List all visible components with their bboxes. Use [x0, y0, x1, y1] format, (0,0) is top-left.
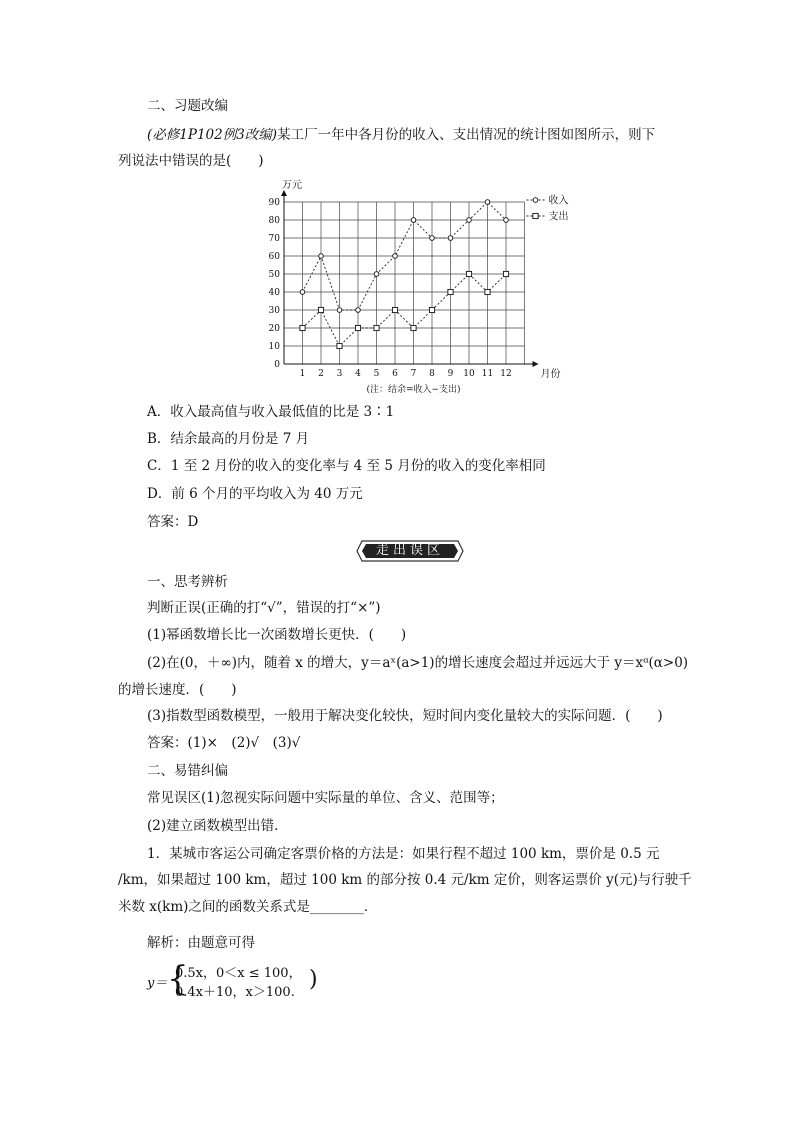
y-tick-label: 50 [268, 270, 280, 280]
x-tick-label: 11 [481, 369, 494, 379]
expense-point [429, 307, 434, 312]
income-point [448, 236, 453, 241]
y-tick-label: 90 [268, 198, 280, 208]
income-point [467, 218, 472, 223]
x-axis-unit-label: 月份 [540, 369, 561, 380]
expense-point [337, 343, 342, 348]
income-point [485, 200, 490, 205]
section-banner [356, 540, 464, 562]
expense-point [503, 271, 508, 276]
error-line-2: (2)建立函数模型出错． [147, 818, 288, 834]
x-tick-label: 4 [355, 369, 361, 379]
y-tick-label: 0 [274, 360, 280, 370]
y-tick-label: 80 [268, 216, 280, 226]
expense-point [374, 325, 379, 330]
judge-item-3: (3)指数型函数模型，一般用于解决变化较快，短时间内变化量较大的实际问题．( ) [147, 708, 663, 724]
x-axis-arrow [533, 361, 539, 367]
legend-marker-expense [533, 213, 538, 218]
expense-point [355, 325, 360, 330]
legend-label: 收入 [548, 195, 569, 207]
income-point [393, 254, 398, 259]
y-tick-label: 30 [268, 306, 280, 316]
income-point [411, 218, 416, 223]
expense-point [448, 289, 453, 294]
section-heading-thinking: 一、思考辨析 [147, 574, 228, 590]
judge-item-2-cont: 的增长速度．( ) [118, 682, 237, 698]
x-tick-label: 6 [392, 369, 398, 379]
x-tick-label: 9 [447, 369, 454, 379]
expense-point [300, 325, 305, 330]
income-point [356, 308, 361, 313]
question-line-2: 列说法中错误的是( ) [118, 153, 264, 169]
y-axis-unit-label: 万元 [282, 180, 302, 191]
section-heading-errors: 二、易错纠偏 [147, 763, 228, 779]
answer-2: 答案：(1)× (2)√ (3)√ [147, 735, 301, 751]
error-line-1: 常见误区(1)忽视实际问题中实际量的单位、含义、范围等； [147, 790, 504, 806]
analysis-label: 解析：由题意可得 [147, 935, 255, 951]
x-tick-label: 1 [299, 369, 306, 379]
y-tick-label: 40 [268, 288, 280, 298]
x-tick-label: 3 [336, 369, 343, 379]
chart-note: (注：结余=收入−支出) [366, 385, 461, 395]
x-tick-label: 5 [373, 369, 380, 379]
x-tick-label: 7 [410, 369, 417, 379]
judge-item-1: (1)幂函数增长比一次函数增长更快．( ) [147, 627, 407, 643]
expense-point [411, 325, 416, 330]
section-heading-exercise: 二、习题改编 [147, 98, 228, 114]
option-c: C．1 至 2 月份的收入的变化率与 4 至 5 月份的收入的变化率相同 [147, 458, 546, 474]
formula-case-2: 0.4x＋10，x＞100. [175, 985, 295, 1000]
y-tick-label: 10 [268, 342, 280, 352]
answer-1: 答案：D [147, 514, 199, 530]
expense-point [466, 271, 471, 276]
income-point [374, 272, 379, 277]
income-point [319, 254, 324, 259]
judge-item-2: (2)在(0，＋∞)内，随着 x 的增大，y＝aˣ(a>1)的增长速度会超过并远远大于 y＝xᵅ(α>0) [147, 655, 689, 671]
banner-title: 走出误区 [375, 543, 444, 558]
formula-left-brace: { [167, 959, 189, 999]
option-d: D．前 6 个月的平均收入为 40 万元 [147, 486, 363, 502]
judge-intro: 判断正误(正确的打“√”，错误的打“×”) [147, 600, 381, 616]
option-b: B．结余最高的月份是 7 月 [147, 431, 310, 447]
formula-right-paren: ) [309, 967, 318, 992]
income-point [504, 218, 509, 223]
expense-point [318, 307, 323, 312]
y-tick-label: 70 [268, 234, 280, 244]
income-expense-chart [262, 172, 569, 395]
legend-label: 支出 [548, 211, 569, 223]
problem-line-3: 米数 x(km)之间的函数关系式是________． [118, 899, 378, 915]
expense-point [392, 307, 397, 312]
income-point [337, 308, 342, 313]
expense-point [485, 289, 490, 294]
x-tick-label: 8 [429, 369, 435, 379]
x-tick-label: 10 [463, 369, 475, 379]
x-tick-label: 2 [318, 369, 324, 379]
income-point [300, 290, 305, 295]
source-note: (必修1P102例3改编) [147, 127, 278, 143]
formula-lhs: y＝ [147, 976, 168, 991]
question-line [147, 126, 655, 144]
y-tick-label: 20 [268, 324, 280, 334]
question-text: 某工厂一年中各月份的收入、支出情况的统计图如图所示，则下 [277, 127, 656, 143]
problem-line-1: 1．某城市客运公司确定客票价格的方法是：如果行程不超过 100 km，票价是 0.5 元 [147, 846, 660, 862]
legend-marker-income [533, 198, 538, 203]
option-a: A．收入最高值与收入最低值的比是 3∶1 [147, 404, 395, 420]
income-point [430, 236, 435, 241]
y-tick-label: 60 [268, 252, 280, 262]
formula-case-1: 0.5x，0＜x ≤ 100， [175, 966, 302, 981]
x-tick-label: 12 [500, 369, 512, 379]
problem-line-2: /km，如果超过 100 km，超过 100 km 的部分按 0.4 元/km 定价，则客运票价 y(元)与行驶千 [118, 872, 692, 888]
